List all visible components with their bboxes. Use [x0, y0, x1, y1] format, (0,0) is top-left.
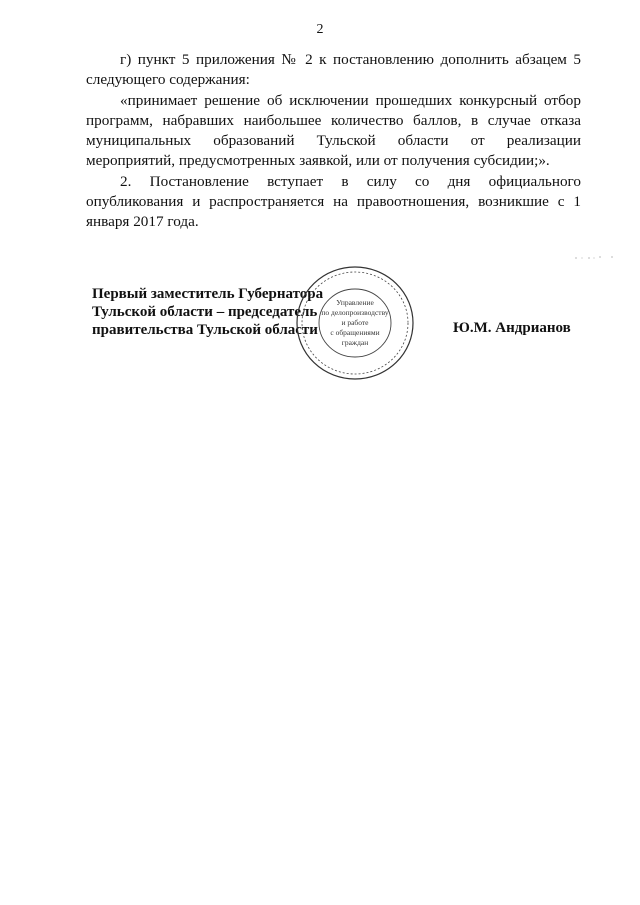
document-body [86, 50, 581, 233]
stamp-line-1: Управление [336, 298, 374, 307]
signature-position-line-3: правительства Тульской области [92, 322, 318, 338]
stamp-line-3: и работе [341, 318, 369, 327]
scan-specks [572, 250, 622, 262]
signature-position [92, 285, 323, 339]
stamp-line-5: граждан [341, 338, 369, 347]
signer-name: Ю.М. Андрианов [453, 320, 571, 336]
paragraph-amendment: г) пункт 5 приложения № 2 к постановлению дополнить абзацем 5 следующего содержания: [86, 51, 581, 89]
paragraph-quote: «принимает решение об исключении прошедших конкурсный отбор программ, набравших наибольшее количество баллов, в случае отказа муниципальных образований Тульской области от реализации мероприятий, предусмотренных заявкой, или от получения субсидии;». [86, 91, 581, 170]
official-stamp [293, 263, 418, 383]
paragraph-effective-date: 2. Постановление вступает в силу со дня официального опубликования и распространяется на правоотношения, возникшие с 1 января 2017 года. [86, 172, 581, 231]
stamp-seal-icon [293, 263, 418, 383]
stamp-line-2: по делопроизводству [321, 308, 389, 317]
signature-position-line-2: Тульской области – председатель [92, 304, 318, 320]
stamp-line-4: с обращениями [330, 328, 380, 337]
signature-position-line-1: Первый заместитель Губернатора [92, 286, 324, 302]
page-number: 2 [316, 22, 324, 37]
